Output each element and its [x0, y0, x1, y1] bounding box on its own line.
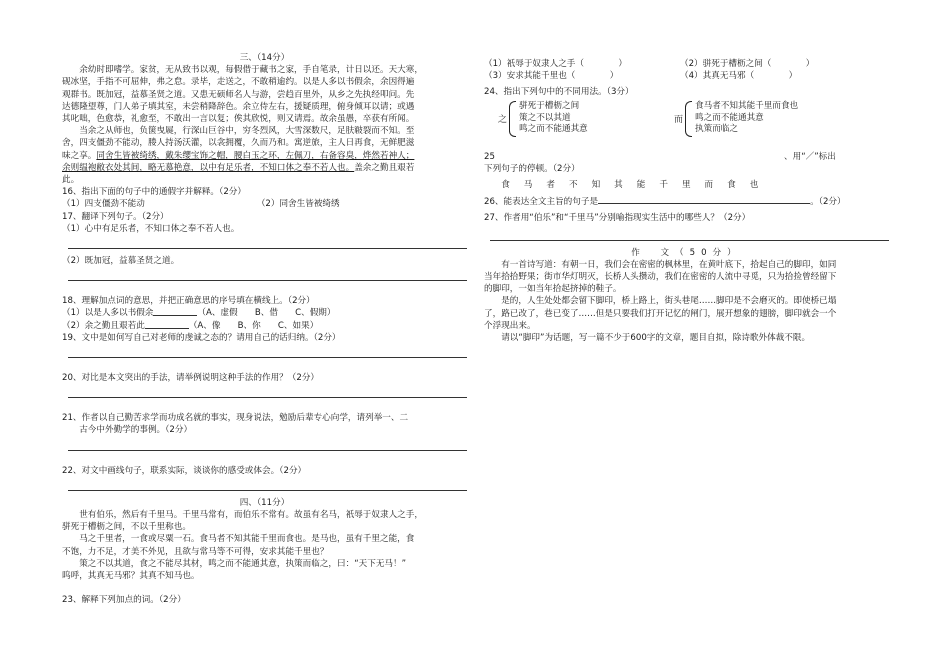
passage-text: 盖余之勤且艰若 [354, 162, 415, 173]
q24-char-er: 而 [674, 115, 684, 126]
q18-item-1 [62, 307, 467, 319]
passage-line: 马之千里者，一食或尽粟一石。食马者不知其能千里而食也。是马也，虽有千里之能，食 [79, 534, 415, 545]
underlined-sentence-2: 余则缊袍敝衣处其间，略无慕艳意，以中有足乐者，不知口体之奉不若人也。 [62, 162, 355, 173]
answer-line[interactable] [68, 239, 467, 249]
question-25 [484, 151, 889, 163]
answer-blank[interactable] [153, 307, 197, 316]
composition-line: 的脚印，一如当年拾起挤掉的鞋子。 [484, 284, 622, 295]
passage-line: 呜呼，其真无马邪？其真不知马也。 [62, 571, 200, 582]
q24-zhi-item: 策之不以其道 [519, 112, 571, 123]
question-18: 18、理解加点词的意思，并把正确意思的序号填在横线上。（2分） [62, 296, 315, 307]
question-16-items [62, 198, 467, 210]
answer-line[interactable] [68, 271, 467, 281]
q18-options: （A、虚假 B、借 C、假期） [197, 308, 336, 319]
q23-row-2 [484, 70, 889, 82]
section-4-title: 四、（11分） [239, 497, 290, 508]
q24-char-zhi: 之 [498, 115, 508, 126]
q25-sentence: 食马者不知其能千里而食也 [501, 180, 773, 191]
passage-line: 骈死于槽枥之间，不以千里称也。 [62, 522, 191, 533]
passage-line [62, 150, 467, 162]
passage-1 [62, 64, 467, 186]
q16-item-1: （1）四支僵劲不能动 [62, 199, 145, 210]
passage-2 [62, 509, 467, 582]
passage-line: 此。 [62, 175, 80, 186]
answer-blank[interactable] [145, 320, 189, 329]
passage-line: 当余之从师也，负箧曳屣，行深山巨谷中，穷冬烈风，大雪深数尺，足肤皲裂而不知。至 [79, 126, 415, 137]
q18-options: （A、像 B、你 C、如果） [188, 320, 319, 331]
question-24: 24、指出下列句中的不同用法。（3分） [484, 87, 634, 98]
composition-line: 了，路已改了，巷已变了……但是只要我们打开记忆的闸门，展开想象的翅膀，脚印就会一个 [484, 308, 837, 319]
answer-blank[interactable] [598, 195, 810, 204]
question-22: 22、对文中画线句子，联系实际，谈谈你的感受或体会。（2分） [62, 465, 307, 476]
question-17: 17、翻译下列句子。（2分） [62, 211, 169, 222]
question-23: 23、解释下列加点的词。（2分） [62, 595, 186, 606]
brace-icon [685, 101, 692, 137]
question-27: 27、作者用“伯乐”和“千里马”分别喻指现实生活中的哪些人？（2分） [484, 213, 751, 224]
question-16: 16、指出下面的句子中的通假字并解释。（2分） [62, 187, 246, 198]
section-3-title: 三、（14分） [239, 53, 290, 63]
right-column [484, 58, 889, 344]
passage-line: 余幼时即嗜学。家贫，无从致书以观，每假借于藏书之家，手自笔录，计日以还。天大寒， [79, 65, 423, 76]
composition-line: 当年拾拾野果；街市华灯明灭，长桥人头攒动，我们在密密的人流中寻觅，只为拾捡曾经留下 [484, 272, 837, 283]
q24-er-item: 执策而临之 [695, 124, 738, 135]
q26-text: 26、能表达全文主旨的句子是 [484, 197, 599, 208]
composition-line: 是的，人生处处都会留下脚印，桥上路上，街头巷尾……脚印是不会磨灭的。即使桥已塌 [501, 296, 837, 307]
q25-text: 、用“／”标出 [784, 151, 836, 162]
question-21: 21、作者以自己勤苦求学而功成名就的事实，现身说法，勉励后辈专心向学，请列举一、二 [62, 413, 409, 424]
left-column [62, 52, 467, 607]
q24-zhi-item: 鸣之而不能通其意 [519, 124, 588, 135]
composition-line: 个浮现出来。 [484, 320, 536, 331]
composition-line: 有一首诗写道：有朝一日，我们会在密密的枫林里，在黄叶底下，拾起自己的脚印，如同 [501, 259, 837, 270]
q17-item-2: （2）既加冠，益慕圣贤之道。 [62, 256, 180, 267]
answer-line[interactable] [490, 231, 889, 241]
q26-score: 。（2分） [810, 197, 846, 208]
q24-groups [484, 101, 889, 145]
underlined-sentence-1: 同舍生皆被绮绣，戴朱缨宝饰之帽，腰白玉之环，左佩刀，右备容臭，烨然若神人； [96, 150, 415, 161]
passage-line: 其叱咄，色愈恭，礼愈至，不敢出一言以复；俟其欣悦，则又请焉。故余虽愚，卒获有所闻。 [62, 114, 415, 125]
q24-er-item: 鸣之而不能通其意 [695, 112, 764, 123]
q25-number: 25 [484, 151, 495, 162]
answer-line[interactable] [68, 348, 467, 358]
q24-group-zhi [498, 101, 588, 137]
q18-item-2 [62, 320, 467, 332]
question-26 [484, 195, 889, 208]
q17-item-1: （1）心中有足乐者，不知口体之奉不若人也。 [62, 223, 240, 234]
passage-line: 舍，四支僵劲不能动，媵人持汤沃灌，以衾拥覆，久而乃和。寓逆旅，主人日再食，无鲜肥滋 [62, 138, 415, 149]
q18-text: （1）以是人多以书假余 [62, 308, 154, 319]
question-19: 19、文中是如何写自己对老师的虔诚之态的？请用自己的话归纳。（2分） [62, 332, 341, 343]
composition-title: 作 文（50分） [631, 247, 742, 258]
question-25-cont: 下列句子的停顿。（2分） [484, 163, 580, 174]
q23-item-1: （1）祇辱于奴隶人之手（ ） [484, 59, 627, 69]
q24-group-er [674, 101, 798, 137]
answer-line[interactable] [68, 441, 467, 451]
q23-row-1 [484, 58, 889, 70]
passage-line: 不饱，力不足，才美不外见，且欲与常马等不可得，安求其能千里也？ [62, 546, 329, 557]
q23-item-3: （3）安求其能千里也（ ） [484, 71, 619, 82]
passage-line [62, 162, 467, 174]
q23-item-2: （2）骈死于槽枥之间（ ） [680, 59, 815, 69]
answer-line[interactable] [68, 388, 467, 398]
passage-line: 达德隆望尊，门人弟子填其室，未尝稍降辞色。余立侍左右，援疑质理，俯身倾耳以请；或遇 [62, 101, 415, 112]
passage-line: 观群书。既加冠，益慕圣贤之道。又患无硕师名人与游，尝趋百里外，从乡之先执经叩问。先 [62, 89, 415, 100]
q18-text: （2）余之勤且艰若此 [62, 320, 145, 331]
q24-zhi-item: 骈死于槽枥之间 [519, 101, 580, 112]
composition-prompt: 请以“脚印”为话题，写一篇不少于600字的文章，题目自拟，除诗歌外体裁不限。 [501, 333, 811, 344]
passage-line: 砚冰坚，手指不可屈伸，弗之怠。录毕，走送之，不敢稍逾约。以是人多以书假余，余因得遍 [62, 77, 415, 88]
q16-item-2: （2）同舍生皆被绮绣 [256, 199, 340, 210]
brace-icon [509, 101, 516, 137]
question-20: 20、对比是本文突出的手法，请举例说明这种手法的作用？（2分） [62, 373, 320, 384]
passage-line: 世有伯乐，然后有千里马。千里马常有，而伯乐不常有。故虽有名马，祇辱于奴隶人之手， [79, 510, 423, 521]
q24-er-item: 食马者不知其能千里而食也 [695, 101, 799, 112]
passage-line: 策之不以其道，食之不能尽其材，鸣之而不能通其意，执策而临之，曰：“天下无马！” [79, 558, 407, 569]
q23-item-4: （4）其真无马邪（ ） [680, 71, 798, 82]
passage-text: 味之享。 [62, 150, 97, 161]
answer-line[interactable] [68, 481, 467, 491]
question-21-cont: 古今中外勤学的事例。（2分） [79, 425, 193, 436]
